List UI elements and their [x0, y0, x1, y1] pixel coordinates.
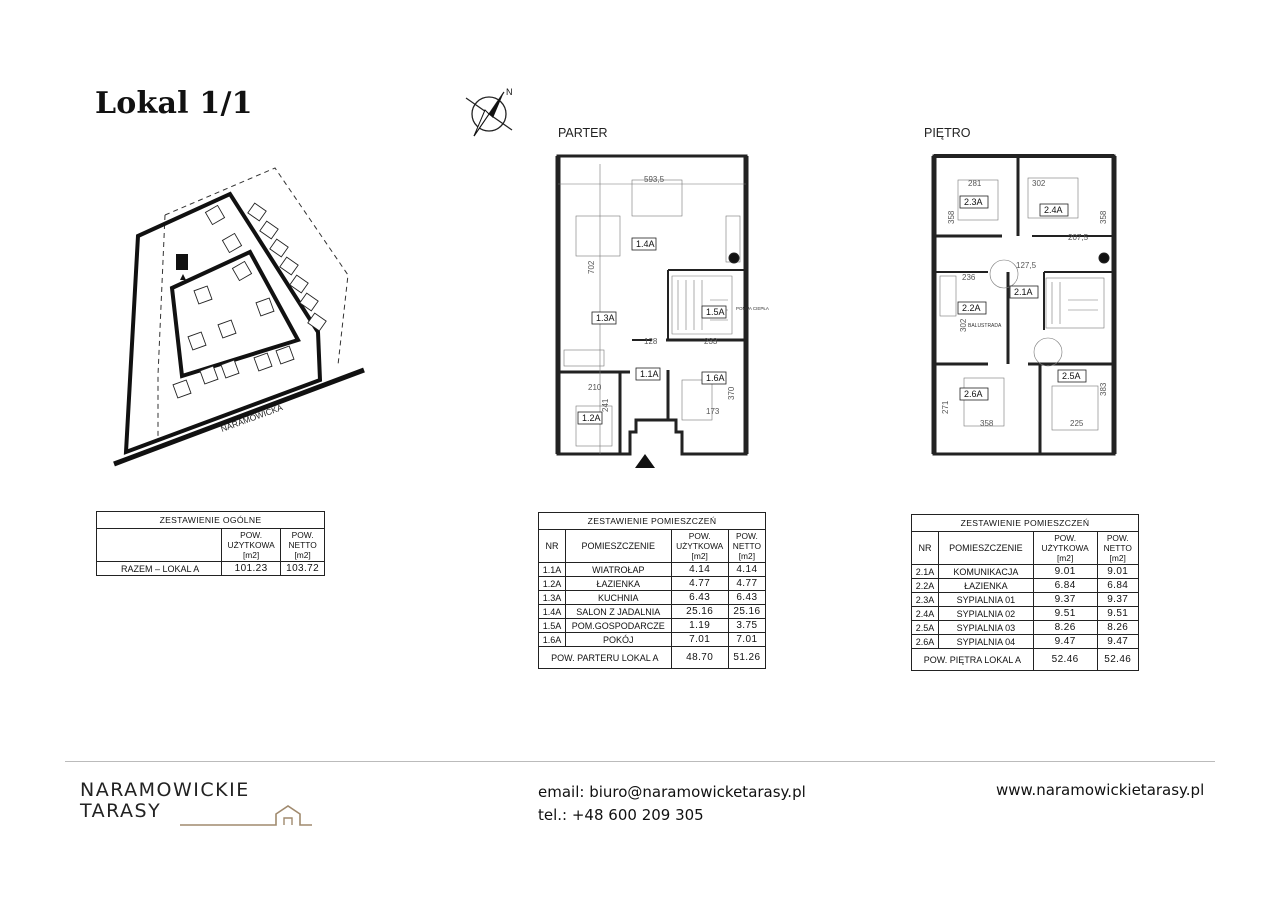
row-usable: 7.01	[671, 633, 728, 647]
total-usable: 52.46	[1033, 649, 1097, 671]
row-net: 6.43	[728, 591, 765, 605]
row-room-name: ŁAZIENKA	[566, 577, 672, 591]
col-net-header: POW. NETTO [m2]	[1097, 532, 1139, 565]
room-label: 2.5A	[1062, 371, 1081, 381]
dim-label: 271	[941, 400, 950, 414]
row-room-name: POKÓJ	[566, 633, 672, 647]
row-usable: 4.14	[671, 563, 728, 577]
row-net: 9.47	[1097, 635, 1139, 649]
dim-label: 383	[1099, 382, 1108, 396]
col-net-header: POW. NETTO [m2]	[728, 530, 765, 563]
dim-label: 127,5	[1016, 261, 1037, 270]
dim-label: 702	[587, 260, 596, 274]
brand-line-2: TARASY	[80, 800, 162, 822]
row-net: 25.16	[728, 605, 765, 619]
row-room-name: KOMUNIKACJA	[939, 565, 1034, 579]
dim-label: 207,5	[1068, 233, 1089, 242]
total-label: POW. PARTERU LOKAL A	[539, 647, 672, 669]
row-nr: 2.6A	[912, 635, 939, 649]
north-arrow-icon	[462, 86, 518, 140]
table-row	[539, 605, 766, 619]
table-caption: ZESTAWIENIE POMIESZCZEŃ	[912, 515, 1139, 532]
dim-label: 236	[962, 273, 976, 282]
room-label: 1.6A	[706, 373, 725, 383]
room-label: 2.2A	[962, 303, 981, 313]
dim-label: 241	[601, 398, 610, 412]
dim-label: 210	[588, 383, 602, 392]
row-nr: 2.1A	[912, 565, 939, 579]
row-nr: 2.5A	[912, 621, 939, 635]
table-row	[539, 591, 766, 605]
row-net: 9.51	[1097, 607, 1139, 621]
row-room-name: WIATROŁAP	[566, 563, 672, 577]
row-net: 7.01	[728, 633, 765, 647]
house-logo-icon	[180, 804, 314, 828]
ground-rooms-table	[538, 512, 766, 669]
row-net: 4.14	[728, 563, 765, 577]
row-net: 9.37	[1097, 593, 1139, 607]
col-nr-header: NR	[912, 532, 939, 565]
row-room-name: SYPIALNIA 03	[939, 621, 1034, 635]
row-nr: 1.3A	[539, 591, 566, 605]
col-usable-header: POW. UŻYTKOWA [m2]	[671, 530, 728, 563]
dim-label: 302	[1032, 179, 1046, 188]
ground-floor-plan	[552, 150, 769, 470]
table-row	[912, 607, 1139, 621]
dim-label: 302	[959, 318, 968, 332]
row-net: 9.01	[1097, 565, 1139, 579]
entrance-arrow-icon	[635, 454, 655, 468]
table-row	[539, 577, 766, 591]
row-room-name: SALON Z JADALNIA	[566, 605, 672, 619]
row-nr: 1.5A	[539, 619, 566, 633]
total-usable: 48.70	[671, 647, 728, 669]
row-usable: 9.37	[1033, 593, 1097, 607]
row-nr: 1.2A	[539, 577, 566, 591]
dim-label: 233	[704, 337, 718, 346]
dim-label: 225	[1070, 419, 1084, 428]
footer-divider	[65, 761, 1215, 762]
table-row	[539, 633, 766, 647]
row-room-name: POM.GOSPODARCZE	[566, 619, 672, 633]
website-link[interactable]: www.naramowickietarasy.pl	[996, 781, 1205, 799]
plan-note: BALUSTRADA	[968, 323, 1002, 329]
summary-table	[96, 511, 325, 576]
row-usable: 9.51	[1033, 607, 1097, 621]
dim-label: 128	[644, 337, 658, 346]
summary-row-label: RAZEM – LOKAL A	[97, 562, 222, 576]
room-label: 1.2A	[582, 413, 601, 423]
room-label: 2.4A	[1044, 205, 1063, 215]
page-title: Lokal 1/1	[95, 86, 253, 121]
row-net: 6.84	[1097, 579, 1139, 593]
row-nr: 2.2A	[912, 579, 939, 593]
col-usable-header: POW. UŻYTKOWA [m2]	[1033, 532, 1097, 565]
row-net: 3.75	[728, 619, 765, 633]
room-label: 1.4A	[636, 239, 655, 249]
row-usable: 6.84	[1033, 579, 1097, 593]
dim-label: 593,5	[644, 175, 665, 184]
upper-floor-label: PIĘTRO	[924, 126, 971, 140]
row-nr: 2.3A	[912, 593, 939, 607]
summary-caption: ZESTAWIENIE OGÓLNE	[97, 512, 325, 529]
dim-label: 281	[968, 179, 982, 188]
table-row	[912, 635, 1139, 649]
ground-floor-label: PARTER	[558, 126, 608, 140]
row-room-name: ŁAZIENKA	[939, 579, 1034, 593]
row-usable: 25.16	[671, 605, 728, 619]
dim-label: 358	[980, 419, 994, 428]
email-link[interactable]: email: biuro@naramowicketarasy.pl	[538, 783, 806, 801]
dim-label: 358	[1099, 210, 1108, 224]
row-usable: 8.26	[1033, 621, 1097, 635]
upper-floor-plan	[928, 150, 1122, 466]
plan-note: POMPA CIEPŁA	[736, 306, 769, 311]
row-nr: 2.4A	[912, 607, 939, 621]
dim-label: 173	[706, 407, 720, 416]
row-usable: 6.43	[671, 591, 728, 605]
site-plan	[110, 150, 370, 470]
room-label: 1.3A	[596, 313, 615, 323]
table-row	[912, 593, 1139, 607]
row-room-name: SYPIALNIA 04	[939, 635, 1034, 649]
row-net: 4.77	[728, 577, 765, 591]
col-usable-header: POW. UŻYTKOWA [m2]	[222, 529, 281, 562]
brand-line-1: NARAMOWICKIE	[80, 779, 250, 801]
upper-rooms-table	[911, 514, 1139, 671]
phone-link[interactable]: tel.: +48 600 209 305	[538, 806, 704, 824]
row-usable: 9.01	[1033, 565, 1097, 579]
row-room-name: SYPIALNIA 01	[939, 593, 1034, 607]
col-net-header: POW. NETTO [m2]	[281, 529, 325, 562]
row-nr: 1.1A	[539, 563, 566, 577]
row-usable: 1.19	[671, 619, 728, 633]
room-label: 2.1A	[1014, 287, 1033, 297]
dim-label: 370	[727, 386, 736, 400]
row-room-name: SYPIALNIA 02	[939, 607, 1034, 621]
table-row	[912, 579, 1139, 593]
col-room-header: POMIESZCZENIE	[939, 532, 1034, 565]
table-caption: ZESTAWIENIE POMIESZCZEŃ	[539, 513, 766, 530]
street-label: NARAMOWICKA	[219, 402, 284, 434]
room-label: 2.6A	[964, 389, 983, 399]
row-nr: 1.6A	[539, 633, 566, 647]
table-row	[912, 565, 1139, 579]
row-usable: 9.47	[1033, 635, 1097, 649]
row-net: 8.26	[1097, 621, 1139, 635]
table-row	[539, 563, 766, 577]
col-room-header: POMIESZCZENIE	[566, 530, 672, 563]
room-label: 1.1A	[640, 369, 659, 379]
row-room-name: KUCHNIA	[566, 591, 672, 605]
table-row	[539, 619, 766, 633]
summary-usable: 101.23	[222, 562, 281, 576]
svg-text:N: N	[506, 87, 513, 97]
row-usable: 4.77	[671, 577, 728, 591]
table-row	[912, 621, 1139, 635]
total-net: 51.26	[728, 647, 765, 669]
site-plan-unit-marker	[176, 254, 188, 270]
contact-block	[538, 781, 806, 827]
col-nr-header: NR	[539, 530, 566, 563]
summary-net: 103.72	[281, 562, 325, 576]
row-nr: 1.4A	[539, 605, 566, 619]
room-label: 2.3A	[964, 197, 983, 207]
dim-label: 358	[947, 210, 956, 224]
total-label: POW. PIĘTRA LOKAL A	[912, 649, 1034, 671]
room-label: 1.5A	[706, 307, 725, 317]
total-net: 52.46	[1097, 649, 1139, 671]
